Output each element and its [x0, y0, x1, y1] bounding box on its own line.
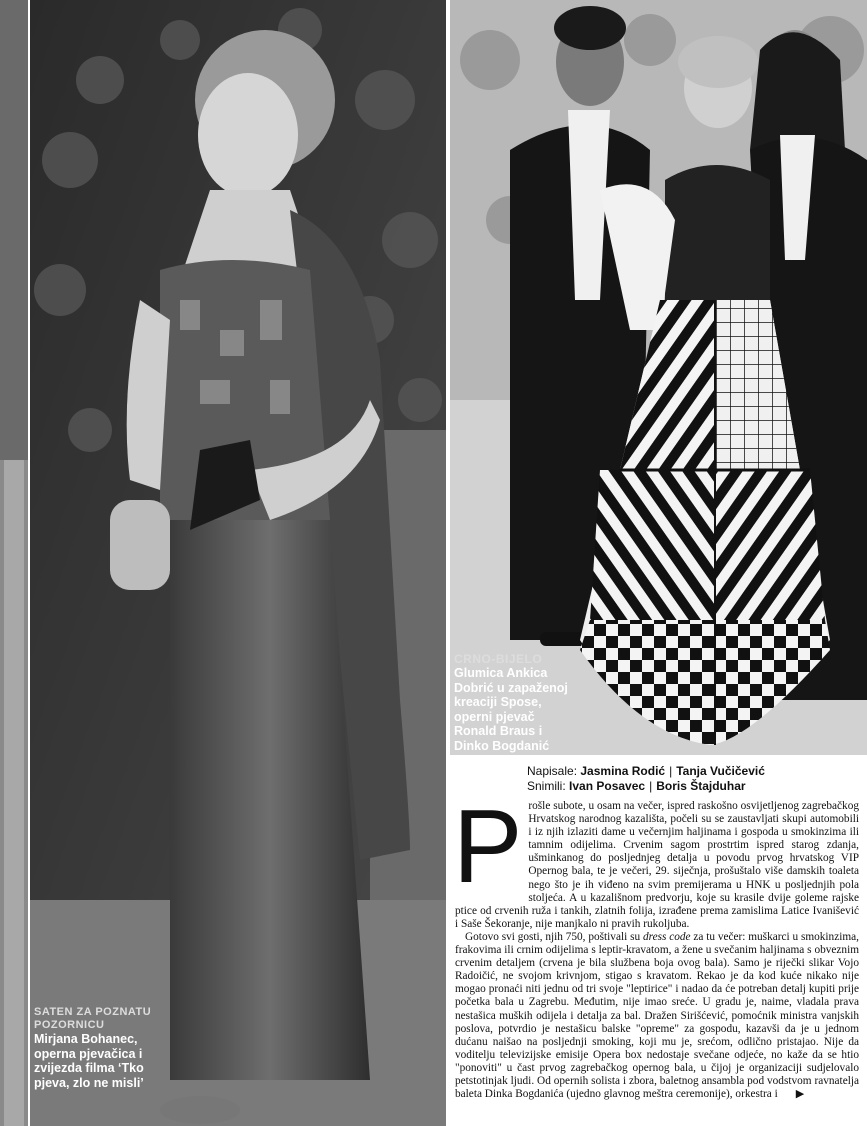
- article-body: [453, 789, 859, 1122]
- writers-line: [527, 764, 857, 779]
- left-caption-kicker: SATEN ZA POZNATU POZORNICU: [34, 1006, 152, 1031]
- writers-label: Napisale:: [527, 764, 578, 778]
- left-photo-mirjana-bohanec: [30, 0, 446, 1126]
- writer-name-1: Jasmina Rodić: [580, 764, 666, 778]
- left-edge-photo-strip: [0, 0, 28, 1126]
- paragraph-2-text-a: Gotovo svi gosti, njih 750, poštivali su: [465, 930, 643, 943]
- photographer-name-1: Ivan Posavec: [569, 779, 646, 793]
- right-caption-kicker: CRNO-BIJELO: [454, 652, 543, 666]
- photographer-name-2: Boris Štajduhar: [656, 779, 746, 793]
- continue-arrow-icon: ▶: [795, 1088, 805, 1101]
- dress-code-term: dress code: [642, 930, 691, 943]
- paragraph-2-text-b: za tu večer: muškarci u smokinzima, frakovima ili crnim odijelima s leptir-kravatom, a žene u svečanim haljinama s obveznim crvenim detaljem (crvena je bila službena boja ovog bala). Samo je riječki slikar Vojo Radoičić, ne svojom krivnjom, stigao s kravatom. Rekao je da kod kuće nikako nije mogao pronaći niti jednu od tri svoje "leptirice" i nadao da će potreban detalj kupiti prije početka bala u Zagrebu. Međutim, nije imao sreće. U gradu je, naime, vladala prava nestašica muških odijela i detalja za bal. Dražen Sirišćević, pomoćnik ministra vanjskih poslova, potvrdio je nestašicu balske "opreme" za gospodu, kazavši da je u jednom dućanu naišao na posljednji smoking, koji mu je, srećom, odlično pristajao. Nije da voditelju televizijske emisije Opera box nedostaje svečane odjeće, no kaže da se htio "ponoviti" u čast prvog zagrebačkog opernog bala, u čijoj je organizaciji sudjelovalo petstotinjak ljudi. Od opernih solista i zbora, baletnog ansambla pod vodstvom ravnatelja baleta Dinka Bogdanića (ujedno glavnog meštra ceremonije), orkestra i: [455, 930, 859, 1101]
- credits-separator: |: [669, 764, 673, 778]
- article-credits: [527, 764, 857, 794]
- left-caption-text: Mirjana Bohanec, operna pjevačica i zvijezda filma ‘Tko pjeva, zlo ne misli’: [34, 1032, 144, 1090]
- writer-name-2: Tanja Vučičević: [676, 764, 765, 778]
- left-photo-caption: [34, 1006, 174, 1090]
- article-paragraph-1: [453, 789, 859, 931]
- paragraph-1-text: rošle subote, u osam na večer, ispred raskošno osvijetljenog zagrebačkog Hrvatskog narodnog kazališta, počeli su se zaustavljati skupi automobili i iz njih izlaziti dame u večernjim haljinama i gospoda u smokinzima ili tamnim odijelima. Crvenim sagom prostrtim ispred starog zdanja, ušminkanog do posljednjeg detalja u povodu prvog hrvatskog VIP Opernog bala, te je večeri, 29. siječnja, prošuštalo više damskih toaleta nego što je ih viđeno na svim premijerama u HNK u posljednjih pola stoljeća. A u kazališnom predvorju, koje su krasile dvije goleme rajske ptice od crvenih ruža i tankih, zlatnih folija, izrađene prema zamislima Latice Ivanišević i Saše Šekoranje, nije manjkalo ni pravih rukoljuba.: [455, 800, 859, 930]
- right-caption-text: Glumica Ankica Dobrić u zapaženoj kreaciji Spose, operni pjevač Ronald Braus i Dinko Bogdanić: [454, 666, 568, 753]
- article-paragraph-2: [455, 931, 859, 1101]
- right-photo-ankica-dobric: [450, 0, 867, 755]
- credits-separator: |: [649, 779, 653, 793]
- right-photo-caption: [454, 653, 574, 753]
- photographers-label: Snimili:: [527, 779, 566, 793]
- photographers-line: [527, 779, 857, 794]
- drop-cap: P: [453, 789, 523, 905]
